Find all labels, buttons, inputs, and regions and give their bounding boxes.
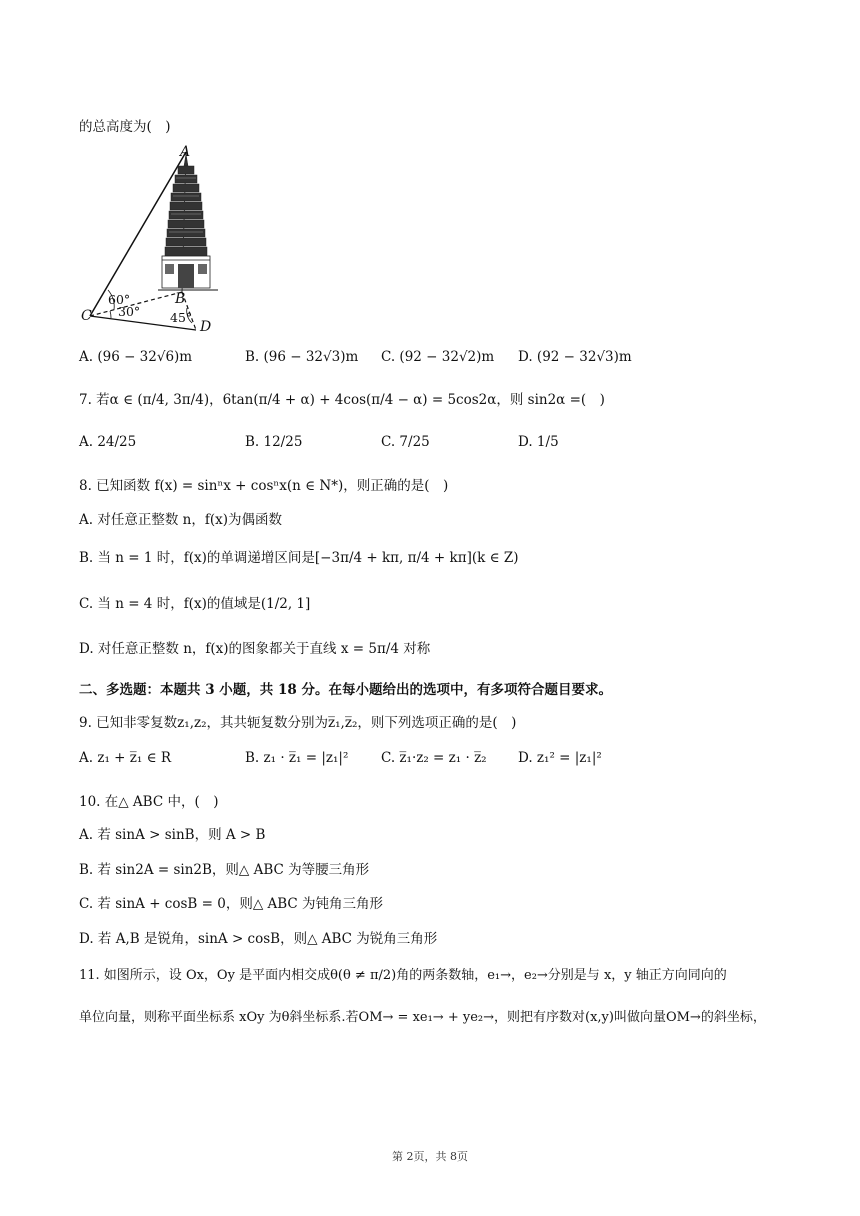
q9-stem: 9. 已知非零复数z₁,z₂，其共轭复数分别为z̅₁,z̅₂，则下列选项正确的是( ) — [79, 715, 517, 731]
angle-60-label: 60° — [108, 292, 131, 307]
angle-45-label: 45° — [170, 310, 193, 325]
pagoda-figure — [78, 140, 238, 340]
q8-option-c: C. 当 n = 4 时，f(x)的值域是(1/2, 1] — [79, 596, 311, 612]
q7-option-c: C. 7/25 — [381, 434, 430, 450]
q11-line-2: 单位向量，则称平面坐标系 xOy 为θ斜坐标系.若OM→ = xe₁→ + ye₂→，则把有序数对(x,y)叫做向量OM→的斜坐标， — [79, 1010, 766, 1025]
angle-30-label: 30° — [118, 304, 141, 319]
q6-option-c: C. (92 − 32√2)m — [381, 349, 495, 365]
q8-option-b: B. 当 n = 1 时，f(x)的单调递增区间是[−3π/4 + kπ, π/4 + kπ](k ∈ Z) — [79, 550, 519, 566]
q8-option-d: D. 对任意正整数 n，f(x)的图象都关于直线 x = 5π/4 对称 — [79, 641, 431, 657]
q9-option-b: B. z₁ · z̅₁ = |z₁|² — [245, 750, 349, 766]
q10-option-c: C. 若 sinA + cosB = 0，则△ ABC 为钝角三角形 — [79, 896, 384, 912]
q7-option-a: A. 24/25 — [79, 434, 137, 450]
q7-option-d: D. 1/5 — [518, 434, 559, 450]
q6-option-a: A. (96 − 32√6)m — [79, 349, 193, 365]
q8-option-a: A. 对任意正整数 n，f(x)为偶函数 — [79, 512, 282, 528]
q6-option-d: D. (92 − 32√3)m — [518, 349, 632, 365]
q6-option-b: B. (96 − 32√3)m — [245, 349, 359, 365]
q9-option-a: A. z₁ + z̅₁ ∈ R — [79, 750, 172, 766]
page-footer: 第 2页，共 8页 — [392, 1150, 468, 1163]
q7-stem: 7. 若α ∈ (π/4, 3π/4)，6tan(π/4 + α) + 4cos(π/4 − α) = 5cos2α，则 sin2α =( ) — [79, 392, 605, 408]
q9-option-d: D. z₁² = |z₁|² — [518, 750, 602, 766]
q11-line-1: 11. 如图所示，设 Ox，Oy 是平面内相交成θ(θ ≠ π/2)角的两条数轴，e₁→，e₂→分别是与 x，y 轴正方向同向的 — [79, 968, 727, 983]
q7-option-b: B. 12/25 — [245, 434, 303, 450]
q10-stem: 10. 在△ ABC 中，( ) — [79, 794, 219, 810]
question-continuation: 的总高度为( ) — [79, 119, 171, 135]
label-b: B — [175, 291, 186, 307]
label-d: D — [200, 319, 212, 335]
q8-stem: 8. 已知函数 f(x) = sinⁿx + cosⁿx(n ∈ N*)，则正确的是( ) — [79, 478, 449, 494]
q10-option-a: A. 若 sinA > sinB，则 A > B — [79, 827, 266, 843]
q9-option-c: C. z̅₁·z₂ = z₁ · z̅₂ — [381, 750, 487, 766]
q10-option-d: D. 若 A,B 是锐角，sinA > cosB，则△ ABC 为锐角三角形 — [79, 931, 438, 947]
q10-option-b: B. 若 sin2A = sin2B，则△ ABC 为等腰三角形 — [79, 862, 370, 878]
section-2-title: 二、多选题：本题共 3 小题，共 18 分。在每小题给出的选项中，有多项符合题目要求。 — [79, 682, 612, 698]
label-c: C — [81, 308, 92, 324]
label-a: A — [180, 144, 191, 160]
